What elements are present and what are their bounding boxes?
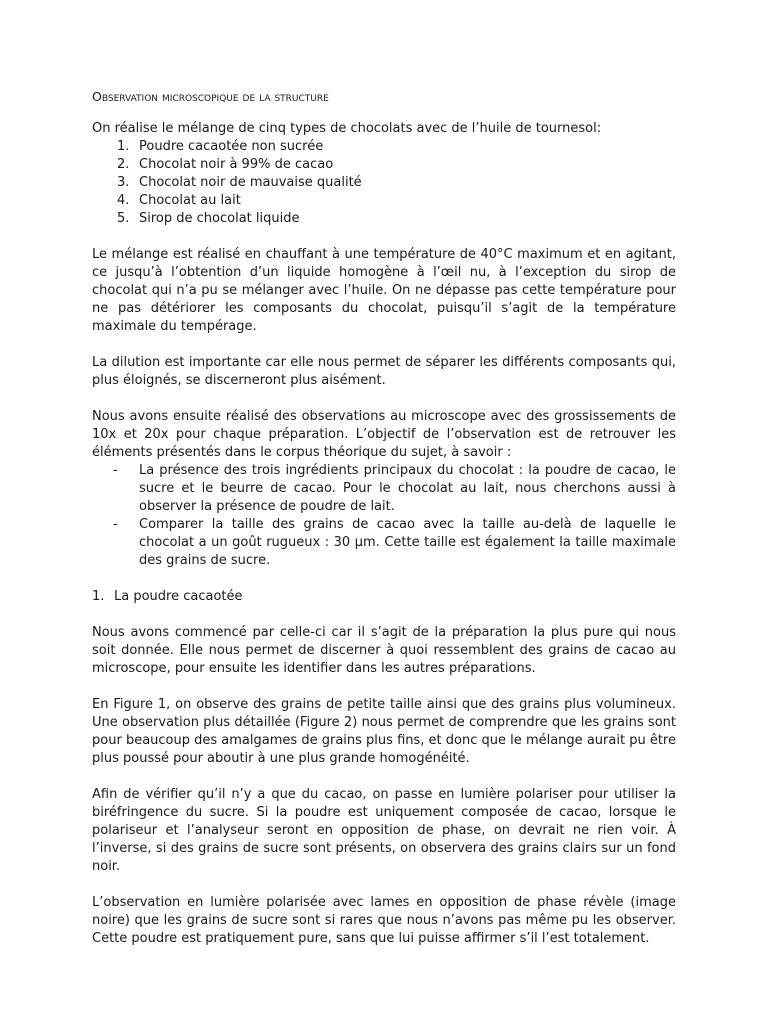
list-item	[117, 210, 676, 228]
list-item	[113, 462, 676, 516]
list-item	[113, 516, 676, 570]
section-title: La poudre cacaotée	[114, 589, 243, 604]
spacer	[92, 228, 676, 246]
list-item	[117, 138, 676, 156]
spacer	[92, 336, 676, 354]
list-number: 4.	[117, 193, 130, 208]
paragraph-dilution: La dilution est importante car elle nous permet de séparer les différents composants qui, plus éloignés, se discerneront plus aisément.	[92, 355, 676, 388]
list-item-label: Chocolat noir de mauvaise qualité	[139, 175, 362, 190]
section-number: 1.	[92, 589, 105, 604]
chocolate-types-list	[92, 138, 676, 228]
objectives-list	[92, 462, 676, 570]
paragraph-poudre-intro: Nous avons commencé par celle-ci car il s’agit de la préparation la plus pure qui nous soit donnée. Elle nous permet de discerner à quoi ressemblent des grains de cacao au microscope, pour ensuite les identifier dans les autres préparations.	[92, 625, 676, 676]
list-item-label: Chocolat noir à 99% de cacao	[139, 157, 334, 172]
spacer	[92, 606, 676, 624]
list-item	[117, 174, 676, 192]
spacer	[92, 678, 676, 696]
paragraph-polarisation: Afin de vérifier qu’il n’y a que du cacao, on passe en lumière polariser pour utiliser la biréfringence du sucre. Si la poudre est uniquement composée de cacao, lorsque le polariseur et l’analyseur seront en opposition de phase, on devrait ne rien voir. À l’inverse, si des grains de sucre sont présents, on observera des grains clairs sur un fond noir.	[92, 787, 676, 874]
section-heading	[92, 588, 676, 606]
page-title: Observation microscopique de la structure	[92, 89, 329, 104]
intro-text: On réalise le mélange de cinq types de chocolats avec de l’huile de tournesol:	[92, 121, 602, 136]
list-item-text: Comparer la taille des grains de cacao avec la taille au-delà de laquelle le chocolat a un goût rugueux : 30 µm. Cette taille est également la taille maximale des grains de sucre.	[139, 517, 676, 568]
list-item-label: Sirop de chocolat liquide	[139, 211, 300, 226]
list-item-label: Chocolat au lait	[139, 193, 241, 208]
list-number: 5.	[117, 211, 130, 226]
paragraph-figure-1: En Figure 1, on observe des grains de petite taille ainsi que des grains plus volumineux. Une observation plus détaillée (Figure 2) nous permet de comprendre que les grains sont pour beaucoup des amalgames de grains plus fins, et donc que le mélange aurait pu être plus poussé pour aboutir à une plus grande homogénéité.	[92, 697, 676, 766]
document-page	[92, 88, 676, 948]
dash-bullet: -	[113, 463, 118, 478]
list-number: 2.	[117, 157, 130, 172]
list-item-label: Poudre cacaotée non sucrée	[139, 139, 324, 154]
list-number: 1.	[117, 139, 130, 154]
list-item	[117, 156, 676, 174]
list-number: 3.	[117, 175, 130, 190]
paragraph-observations: Nous avons ensuite réalisé des observations au microscope avec des grossissements de 10x et 20x pour chaque préparation. L’objectif de l’observation est de retrouver les éléments présentés dans le corpus théorique du sujet, à savoir :	[92, 409, 676, 460]
spacer	[92, 390, 676, 408]
spacer	[92, 570, 676, 588]
list-item-text: La présence des trois ingrédients principaux du chocolat : la poudre de cacao, le sucre et le beurre de cacao. Pour le chocolat au lait, nous cherchons aussi à observer la présence de poudre de lait.	[139, 463, 676, 514]
spacer	[92, 768, 676, 786]
spacer	[92, 876, 676, 894]
list-item	[117, 192, 676, 210]
dash-bullet: -	[113, 517, 118, 532]
paragraph-conclusion: L’observation en lumière polarisée avec lames en opposition de phase révèle (image noire) que les grains de sucre sont si rares que nous n’avons pas même pu les observer. Cette poudre est pratiquement pure, sans que lui puisse affirmer s’il l’est totalement.	[92, 895, 676, 946]
paragraph-melange: Le mélange est réalisé en chauffant à une température de 40°C maximum et en agitant, ce jusqu’à l’obtention d’un liquide homogène à l’œil nu, à l’exception du sirop de chocolat qui n’a pu se mélanger avec l’huile. On ne dépasse pas cette température pour ne pas détériorer les composants du chocolat, puisqu’il s’agit de la température maximale du tempérage.	[92, 247, 676, 334]
